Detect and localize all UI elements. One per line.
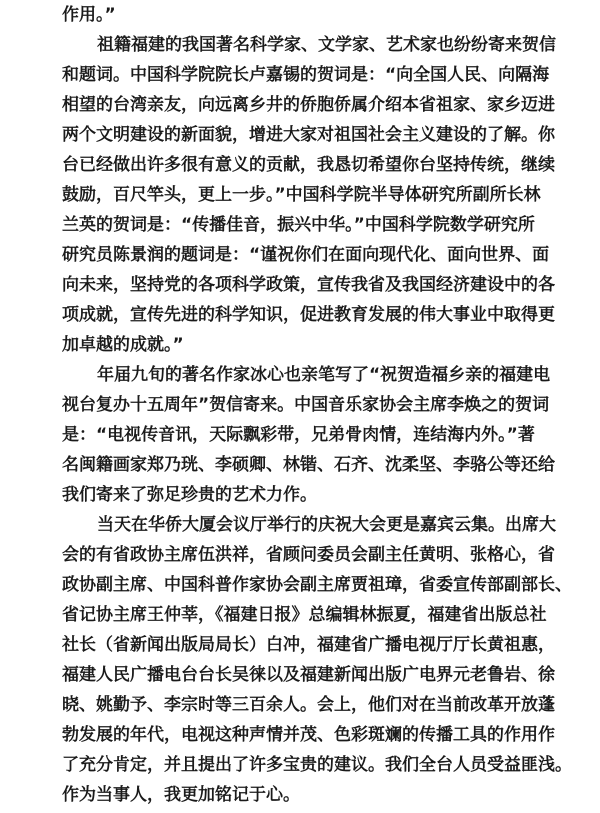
text-line: 加卓越的成就。” bbox=[62, 335, 184, 355]
text-line: 是：“电视传音讯，天际飘彩带，兄弟骨肉情，连结海内外。”著 bbox=[62, 425, 535, 445]
text-line: 年届九旬的著名作家冰心也亲笔写了“祝贺造福乡亲的福建电 bbox=[97, 365, 551, 385]
text-line: 我们寄来了弥足珍贵的艺术力作。 bbox=[62, 485, 317, 505]
text-line: 两个文明建设的新面貌，增进大家对祖国社会主义建设的了解。你 bbox=[62, 125, 555, 145]
text-line: 勃发展的年代，电视这种声情并茂、色彩斑斓的传播工具的作用作 bbox=[62, 725, 555, 745]
text-line: 和题词。中国科学院院长卢嘉锡的贺词是：“向全国人民、向隔海 bbox=[62, 65, 550, 85]
text-line: 当天在华侨大厦会议厅举行的庆祝大会更是嘉宾云集。出席大 bbox=[97, 515, 556, 535]
text-line: 社长（省新闻出版局局长）白冲，福建省广播电视厅厅长黄祖惠， bbox=[62, 635, 555, 655]
text-line: 相望的台湾亲友，向远离乡井的侨胞侨属介绍本省祖家、家乡迈进 bbox=[62, 95, 555, 115]
text-line: 项成就，宣传先进的科学知识，促进教育发展的伟大事业中取得更 bbox=[62, 305, 555, 325]
text-line: 政协副主席、中国科普作家协会副主席贾祖璋，省委宣传部副部长、 bbox=[62, 575, 572, 595]
text-line: 视台复办十五周年”贺信寄来。中国音乐家协会主席李焕之的贺词 bbox=[62, 395, 550, 415]
text-line: 了充分肯定，并且提出了许多宝贵的建议。我们全台人员受益匪浅。 bbox=[62, 755, 572, 775]
text-line: 会的有省政协主席伍洪祥，省顾问委员会副主任黄明、张格心，省 bbox=[62, 545, 555, 565]
text-line: 祖籍福建的我国著名科学家、文学家、艺术家也纷纷寄来贺信 bbox=[97, 35, 556, 55]
text-line: 鼓励，百尺竿头，更上一步。”中国科学院半导体研究所副所长林 bbox=[62, 185, 541, 205]
text-line: 向未来，坚持党的各项科学政策，宣传我省及我国经济建设中的各 bbox=[62, 275, 555, 295]
text-line: 作为当事人，我更加铭记于心。 bbox=[62, 785, 300, 805]
text-line: 兰英的贺词是：“传播佳音，振兴中华。”中国科学院数学研究所 bbox=[62, 215, 535, 235]
text-line: 福建人民广播电台台长吴徕以及福建新闻出版广电界元老鲁岩、徐 bbox=[62, 665, 555, 685]
text-line: 台已经做出许多很有意义的贡献，我恳切希望你台坚持传统，继续 bbox=[62, 155, 555, 175]
text-line: 名闽籍画家郑乃珖、李硕卿、林锴、石齐、沈柔坚、李骆公等还给 bbox=[62, 455, 555, 475]
text-line: 作用。” bbox=[62, 5, 116, 25]
text-line: 省记协主席王仲莘，《福建日报》总编辑林振夏，福建省出版总社 bbox=[62, 605, 547, 625]
text-line: 研究员陈景润的题词是：“谨祝你们在面向现代化、面向世界、面 bbox=[62, 245, 550, 265]
text-line: 晓、姚勤予、李宗时等三百余人。会上，他们对在当前改革开放蓬 bbox=[62, 695, 555, 715]
